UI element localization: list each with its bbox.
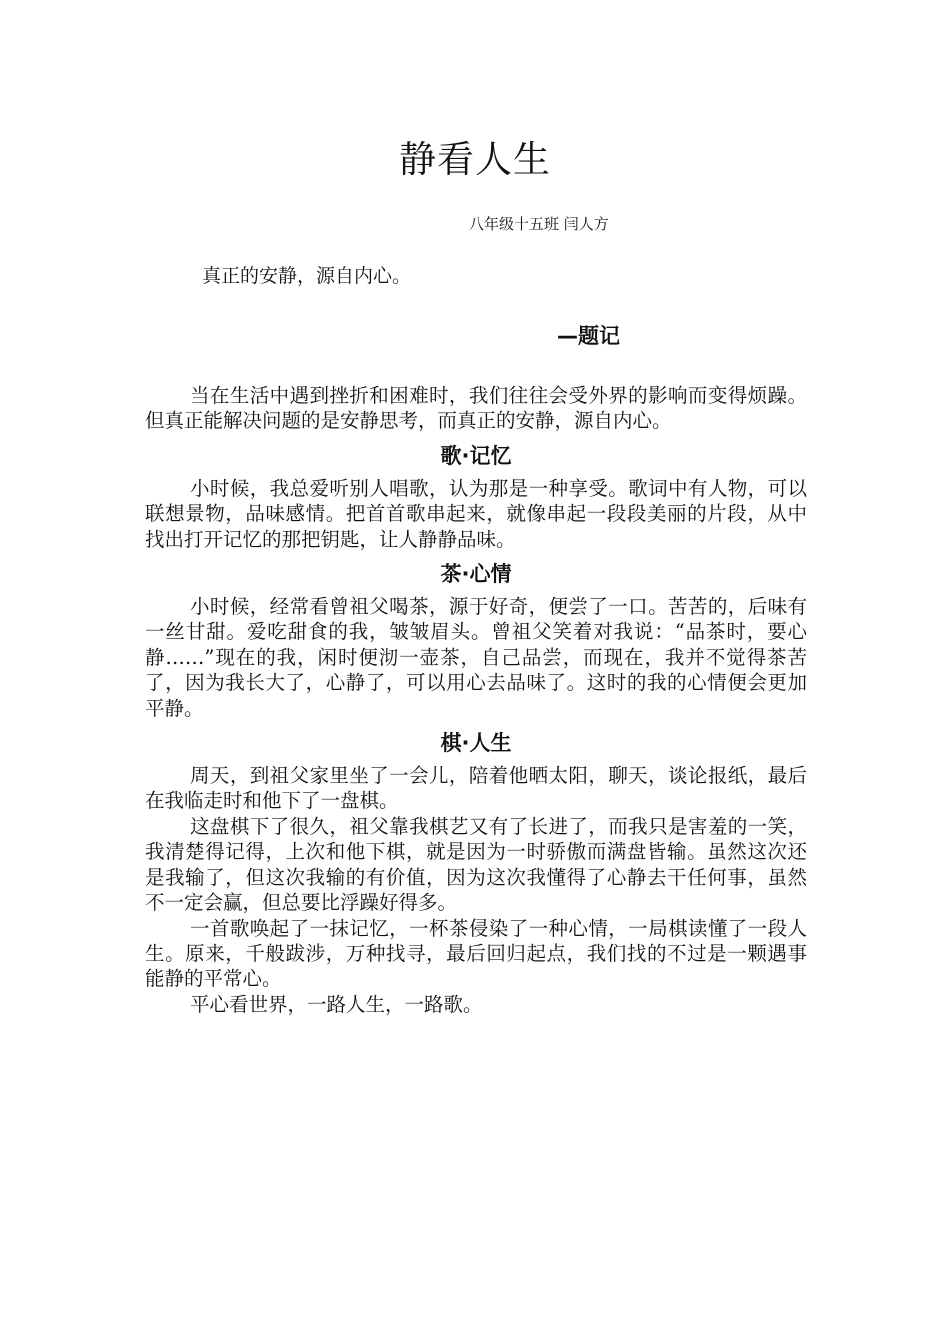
section-tea-paragraph: 小时候，经常看曾祖父喝茶，源于好奇，便尝了一口。苦苦的，后味有一丝甘甜。爱吃甜食的我，皱皱眉头。曾祖父笑着对我说：“品茶时，要心静……”现在的我，闲时便沏一壶茶，自己品尝，而现在，我并不觉得茶苦了，因为我长大了，心静了，可以用心去品味了。这时的我的心情便会更加平静。 [145, 595, 807, 720]
closing-paragraph: 平心看世界，一路人生，一路歌。 [190, 992, 483, 1016]
essay-title: 静看人生 [399, 138, 551, 181]
section-chess-paragraph: 这盘棋下了很久，祖父靠我棋艺又有了长进了，而我只是害羞的一笑，我清楚得记得，上次和他下棋，就是因为一时骄傲而满盘皆输。虽然这次还是我输了，但这次我输的有价值，因为这次我懂得了心静去干任何事，虽然不一定会赢，但总要比浮躁好得多。 [145, 814, 807, 915]
intro-paragraph: 当在生活中遇到挫折和困难时，我们往往会受外界的影响而变得烦躁。但真正能解决问题的是安静思考，而真正的安静，源自内心。 [145, 384, 807, 433]
section-chess-paragraph: 一首歌唤起了一抹记忆，一杯茶侵染了一种心情，一局棋读懂了一段人生。原来，千般跋涉，万种找寻，最后回归起点，我们找的不过是一颗遇事能静的平常心。 [145, 916, 807, 991]
essay-body [145, 383, 807, 1017]
section-chess-paragraph: 周天，到祖父家里坐了一会儿，陪着他晒太阳，聊天，谈论报纸，最后在我临走时和他下了一盘棋。 [145, 764, 807, 813]
author-byline: 八年级十五班 闫人方 [469, 215, 609, 233]
section-heading-song: 歌·记忆 [440, 443, 512, 468]
section-heading-tea: 茶·心情 [440, 562, 512, 587]
section-heading-chess: 棋·人生 [440, 731, 512, 756]
epigraph: 真正的安静，源自内心。 [202, 265, 412, 287]
epigraph-source: —题记 [557, 324, 620, 348]
section-song-paragraph: 小时候，我总爱听别人唱歌，认为那是一种享受。歌词中有人物，可以联想景物，品味感情。把首首歌串起来，就像串起一段段美丽的片段，从中找出打开记忆的那把钥匙，让人静静品味。 [145, 476, 807, 551]
